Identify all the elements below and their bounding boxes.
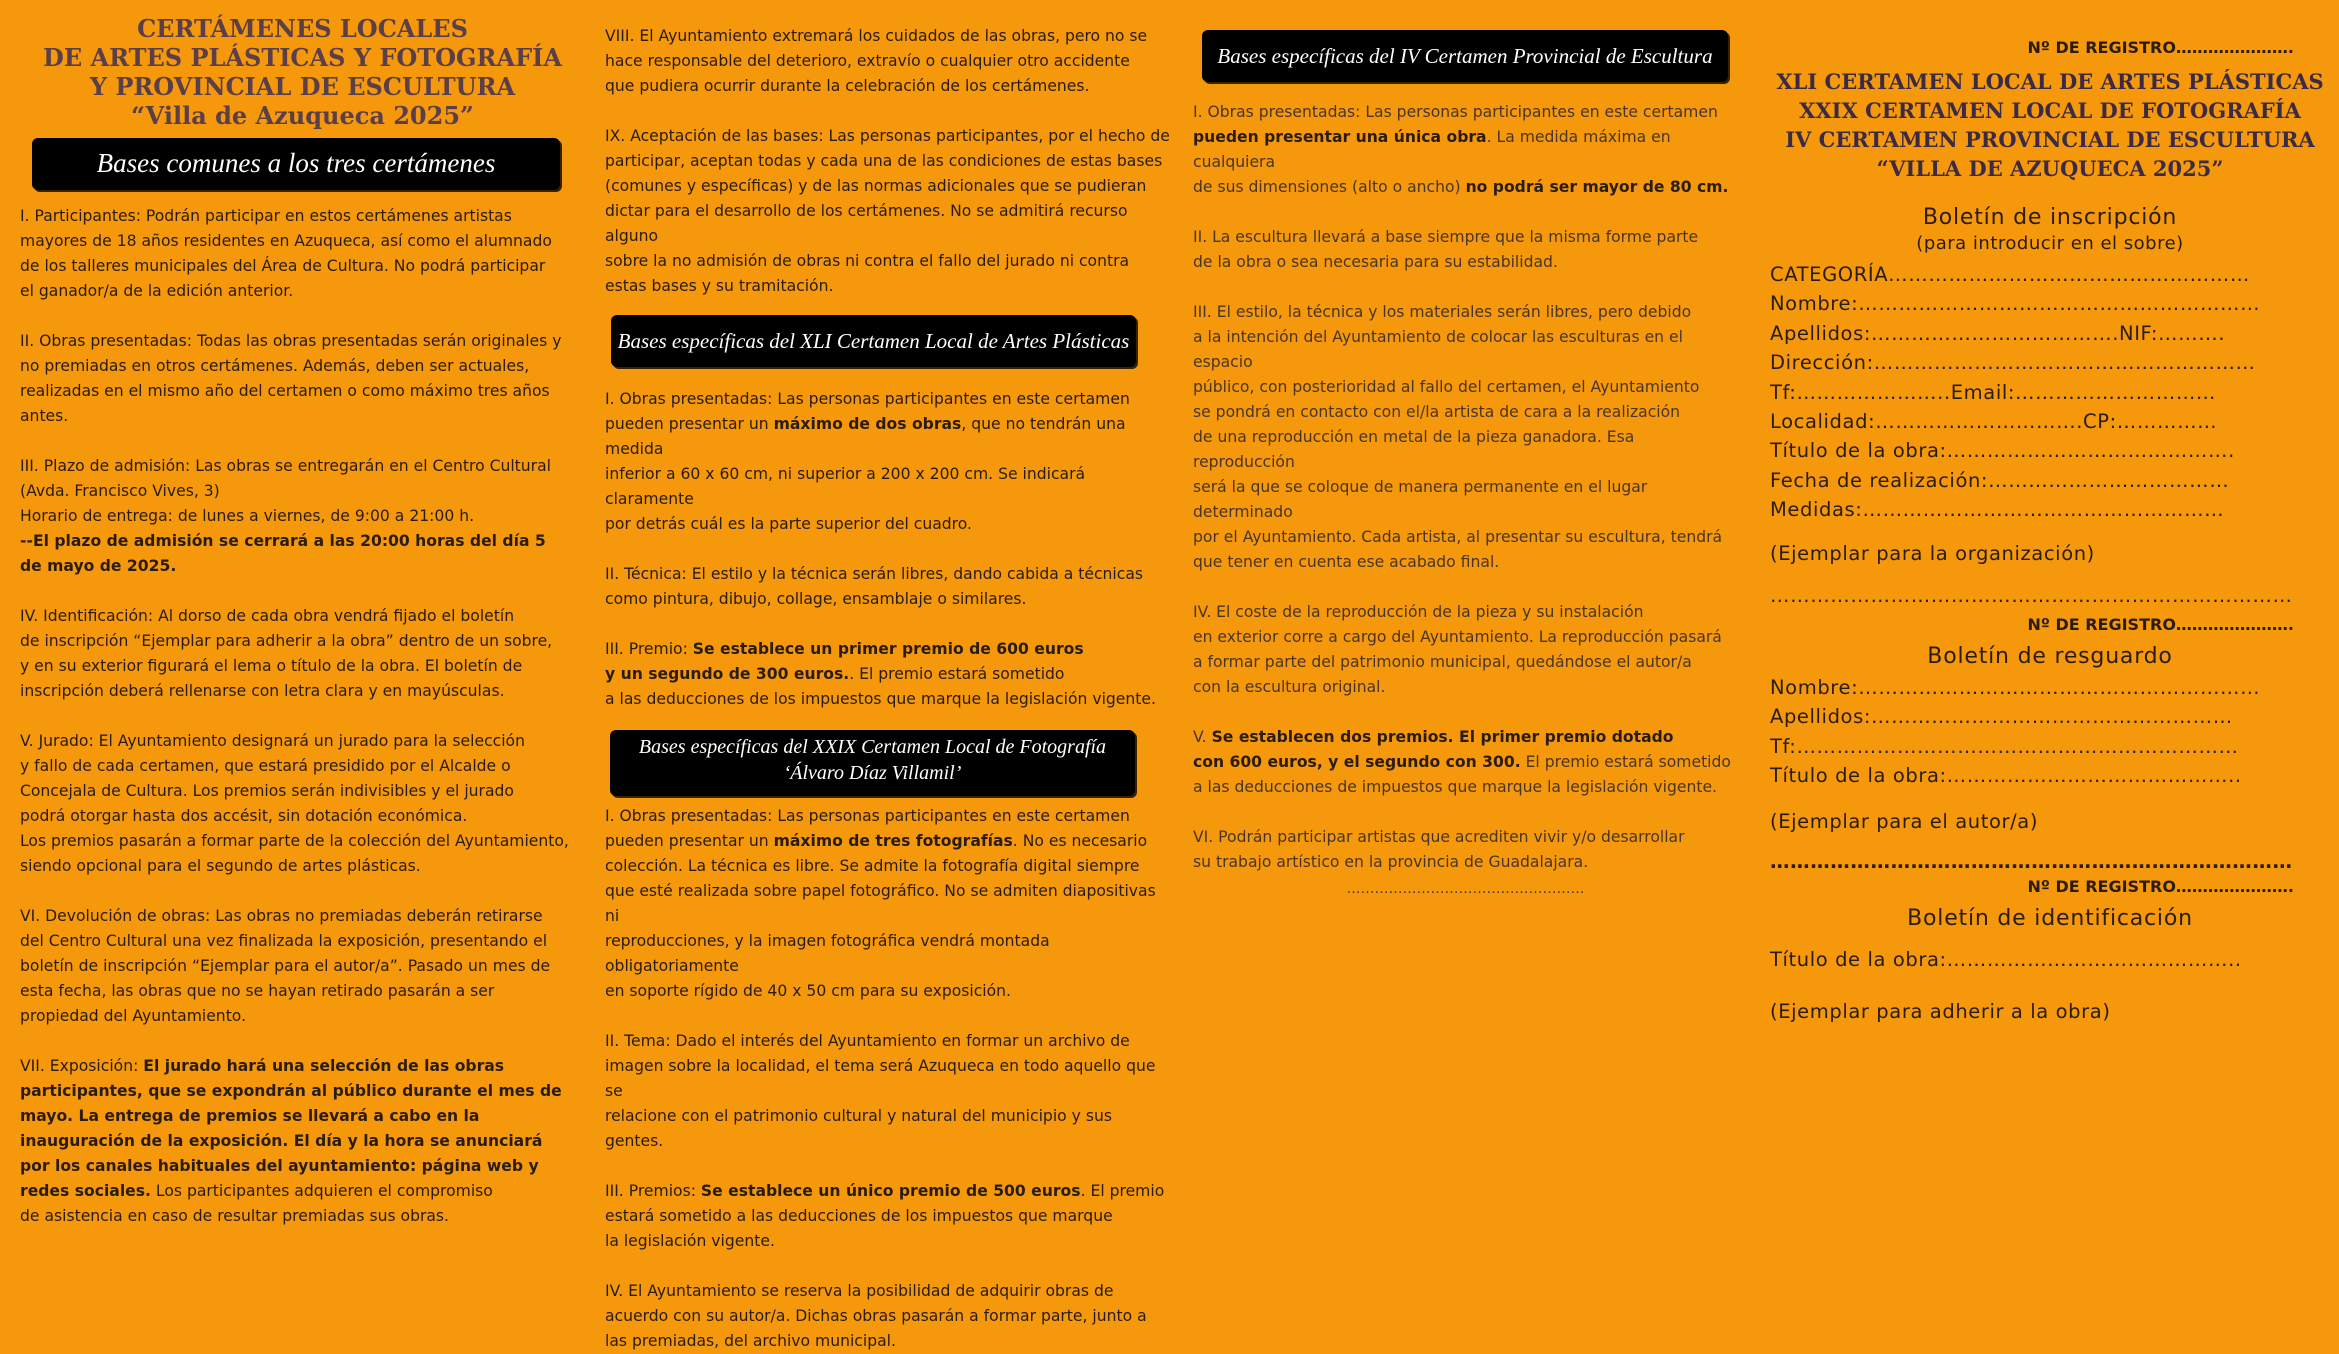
sculpture-end-dots: …………………………………………… (1346, 881, 1585, 897)
arts-bases-banner-text: Bases específicas del XLI Certamen Local de Artes Plásticas (617, 329, 1130, 353)
sculpture-prizes-tail: El premio estará sometido a las deducciones de impuestos que marque la legislación vigente. (1193, 753, 1731, 796)
common-works: II. Obras presentadas: Todas las obras presentadas serán originales y no premiadas en otros certámenes. Además, deben ser actuales, realizadas en el mismo año del certamen o como máximo tres años antes. (20, 332, 562, 425)
common-jury: V. Jurado: El Ayuntamiento designará un jurado para la selección y fallo de cada certamen, que estará presidido por el Alcalde o Concejala de Cultura. Los premios serán indivisibles y el jurado podrá otorgar hasta dos accésit, sin dotación económica. Los premios pasarán a formar parte de la colección del Ayuntamiento, siendo opcional para el segundo de artes plásticas. (20, 732, 569, 875)
sculpture-prizes-lead: V. (1193, 728, 1212, 746)
common-identification: IV. Identificación: Al dorso de cada obra vendrá fijado el boletín de inscripción “Ejemplar para adherir a la obra” dentro de un sobre, y en su exterior figurará el lema o título de la obra. El boletín de inscripción deberá rellenarse con letra clara y en mayúsculas. (20, 607, 553, 700)
field-category[interactable]: CATEGORÍA……………………………………………… (1770, 263, 2250, 286)
resguardo-fields (1770, 673, 2330, 791)
resguardo-work-title[interactable]: Título de la obra:…………………………………….. (1770, 764, 2242, 788)
sculpture-works-lead: I. Obras presentadas: Las personas participantes en este certamen (1193, 103, 1718, 121)
work-copy-label: (Ejemplar para adherir a la obra) (1770, 999, 2111, 1023)
forms-title-line-4: “VILLA DE AZUQUECA 2025” (1876, 156, 2224, 181)
arts-bases-banner (611, 315, 1136, 367)
registration-number-3: Nº DE REGISTRO…………………. (2027, 877, 2294, 897)
page-title (20, 14, 585, 130)
common-deadline: III. Plazo de admisión: Las obras se entregarán en el Centro Cultural (Avda. Francisco Vives, 3) Horario de entrega: de lunes a viernes, de 9:00 a 21:00 h. (20, 457, 551, 525)
common-bases-banner-text: Bases comunes a los tres certámenes (96, 148, 496, 178)
resguardo-surname[interactable]: Apellidos:……………………………………………… (1770, 705, 2233, 729)
common-bases-banner (32, 138, 560, 190)
arts-prize-bold: Se establece un primer premio de 600 euros y un segundo de 300 euros. (605, 640, 1084, 683)
photo-works (605, 804, 1170, 1004)
field-work-title[interactable]: Título de la obra:……………………………………. (1770, 439, 2235, 463)
sculpture-prizes (1193, 725, 1738, 800)
photo-works-bold: máximo de tres fotografías (773, 832, 1013, 850)
arts-prize (605, 637, 1170, 712)
column-forms (1770, 38, 2330, 1026)
sculpture-bases-banner (1202, 30, 1728, 82)
photo-bases-banner (610, 730, 1135, 796)
sculpture-works (1193, 100, 1738, 200)
sculpture-prizes-bold: Se establecen dos premios. El primer premio dotado con 600 euros, y el segundo con 300. (1193, 728, 1674, 771)
photo-theme: II. Tema: Dado el interés del Ayuntamiento en formar un archivo de imagen sobre la localidad, el tema será Azuqueca en todo aquello que se relacione con el patrimonio cultural y natural del municipio y sus gentes. (605, 1032, 1156, 1150)
cut-line-2: …………………………………………………………………… (1770, 850, 2293, 874)
sculpture-style: III. El estilo, la técnica y los materiales serán libres, pero debido a la intención del Ayuntamiento de colocar las esculturas en el espacio público, con posterioridad al fallo del certamen, el Ayuntamiento se pondrá en contacto con el/la artista de cara a la realización de una reproducción en metal de la pieza ganadora. Esa reproducción será la que se coloque de manera permanente en el lugar determinado por el Ayuntamiento. Cada artista, al presentar su escultura, tendrá que tener en cuenta ese acabado final. (1193, 303, 1723, 571)
organization-copy-label: (Ejemplar para la organización) (1770, 541, 2095, 565)
common-acceptance: IX. Aceptación de las bases: Las personas participantes, por el hecho de participar, aceptan todas y cada una de las condiciones de estas bases (comunes y específicas) y de las normas adicionales que se pudieran dictar para el desarrollo de los certámenes. No se admitirá recurso alguno sobre la no admisión de obras ni contra el fallo del jurado ni contra estas bases y su tramitación. (605, 127, 1170, 295)
identificacion-title: Boletín de identificación (1907, 906, 2193, 932)
sculpture-cost: IV. El coste de la reproducción de la pieza y su instalación en exterior corre a cargo del Ayuntamiento. La reproducción pasará a formar parte del patrimonio municipal, quedándose el autor/a con la escultura original. (1193, 603, 1722, 696)
forms-title-line-1: XLI CERTAMEN LOCAL DE ARTES PLÁSTICAS (1776, 69, 2324, 94)
registration-number-1: Nº DE REGISTRO…………………. (2027, 38, 2294, 57)
arts-works-tail: , que no tendrán una medida inferior a 60 x 60 cm, ni superior a 200 x 200 cm. Se indicará claramente por detrás cuál es la parte superior del cuadro. (605, 415, 1126, 533)
title-line-4: “Villa de Azuqueca 2025” (131, 101, 474, 130)
sculpture-works-bold-2: no podrá ser mayor de 80 cm. (1465, 178, 1729, 196)
photo-prize-tail: . El premio estará sometido a las deducciones de los impuestos que marque la legislación vigente. (605, 1182, 1165, 1250)
field-name[interactable]: Nombre:…………………………………………………… (1770, 292, 2261, 316)
arts-works-lead: I. Obras presentadas: Las personas participantes en este certamen pueden presentar un (605, 390, 1130, 433)
sculpture-works-bold: pueden presentar una única obra (1193, 128, 1487, 146)
photo-works-lead: I. Obras presentadas: Las personas participantes en este certamen pueden presentar un (605, 807, 1130, 850)
forms-title-line-2: XXIX CERTAMEN LOCAL DE FOTOGRAFÍA (1799, 98, 2301, 123)
sculpture-base: II. La escultura llevará a base siempre que la misma forme parte de la obra o sea necesaria para su estabilidad. (1193, 228, 1699, 271)
photo-banner-line-1: Bases específicas del XXIX Certamen Local de Fotografía (638, 736, 1107, 758)
exhibition-bold: El jurado hará una selección de las obras participantes, que se expondrán al público durante el mes de mayo. La entrega de premios se llevará a cabo en la inauguración de la exposición. El día y la hora se anunciará por los canales habituales del ayuntamiento: página web y redes sociales. (20, 1057, 562, 1200)
arts-prize-lead: III. Premio: (605, 640, 693, 658)
title-line-1: CERTÁMENES LOCALES (137, 14, 468, 43)
sculpture-bases-banner-text: Bases específicas del IV Certamen Provincial de Escultura (1217, 44, 1713, 68)
resguardo-name[interactable]: Nombre:…………………………………………………… (1770, 676, 2261, 700)
field-town-postcode[interactable]: Localidad:………………………….CP:…………… (1770, 410, 2218, 434)
field-address[interactable]: Dirección:………………………………………………… (1770, 351, 2256, 375)
field-measures[interactable]: Medidas:……………………………………………… (1770, 498, 2225, 522)
cut-line-1: …………………………………………………………………… (1770, 584, 2293, 608)
inscripcion-fields (1770, 260, 2330, 525)
arts-prize-tail: . El premio estará sometido a las deducciones de los impuestos que marque la legislación vigente. (605, 665, 1156, 708)
sculpture-eligibility: VI. Podrán participar artistas que acrediten vivir y/o desarrollar su trabajo artístico en la provincia de Guadalajara. (1193, 828, 1685, 871)
common-exhibition (20, 1054, 585, 1229)
author-copy-label: (Ejemplar para el autor/a) (1770, 809, 2039, 833)
common-deadline-close: --El plazo de admisión se cerrará a las 20:00 horas del día 5 de mayo de 2025. (20, 532, 546, 575)
photo-prize (605, 1179, 1170, 1254)
exhibition-tail: Los participantes adquieren el compromiso de asistencia en caso de resultar premiadas sus obras. (20, 1182, 493, 1225)
ident-work-title[interactable]: Título de la obra:…………………………………….. (1770, 948, 2242, 972)
forms-title-line-3: IV CERTAMEN PROVINCIAL DE ESCULTURA (1785, 127, 2315, 152)
field-phone-email[interactable]: Tf:…………………..Email:………………………… (1770, 380, 2217, 404)
photo-prize-bold: Se establece un único premio de 500 euros (700, 1182, 1081, 1200)
common-care: VIII. El Ayuntamiento extremará los cuidados de las obras, pero no se hace responsable del deterioro, extravío o cualquier otro accidente que pudiera ocurrir durante la celebración de los certámenes. (605, 27, 1148, 95)
title-line-3: Y PROVINCIAL DE ESCULTURA (89, 72, 516, 101)
title-line-2: DE ARTES PLÁSTICAS Y FOTOGRAFÍA (43, 43, 562, 72)
column-sculpture (1193, 30, 1738, 897)
field-surname-nif[interactable]: Apellidos:……………………………….NIF:………. (1770, 321, 2226, 345)
photo-banner-line-2: ‘Álvaro Díaz Villamil’ (783, 762, 962, 784)
column-common-bases (20, 0, 585, 1229)
common-participants: I. Participantes: Podrán participar en estos certámenes artistas mayores de 18 años residentes en Azuqueca, así como el alumnado de los talleres municipales del Área de Cultura. No podrá participar el ganador/a de la edición anterior. (20, 207, 552, 300)
field-date[interactable]: Fecha de realización:……………………………… (1770, 468, 2230, 492)
sculpture-works-mid: . La medida máxima en cualquiera de sus dimensiones (alto o ancho) (1193, 128, 1671, 196)
inscripcion-title: Boletín de inscripción (1922, 205, 2178, 230)
common-returns: VI. Devolución de obras: Las obras no premiadas deberán retirarse del Centro Cultural una vez finalizada la exposición, presentando el boletín de inscripción “Ejemplar para el autor/a”. Pasado un mes de esta fecha, las obras que no se hayan retirado pasarán a ser propiedad del Ayuntamiento. (20, 907, 551, 1025)
resguardo-phone[interactable]: Tf:………………………………………………………… (1770, 734, 2239, 758)
inscripcion-subtitle: (para introducir en el sobre) (1916, 233, 2184, 254)
column-arts-photo (605, 24, 1170, 1354)
arts-works-bold: máximo de dos obras (773, 415, 962, 433)
arts-technique: II. Técnica: El estilo y la técnica serán libres, dando cabida a técnicas como pintura, dibujo, collage, ensamblaje o similares. (605, 565, 1144, 608)
photo-acquisition: IV. El Ayuntamiento se reserva la posibilidad de adquirir obras de acuerdo con su autor/a. Dichas obras pasarán a formar parte, junto a las premiadas, del archivo municipal. (605, 1282, 1147, 1350)
exhibition-lead: VII. Exposición: (20, 1057, 144, 1075)
forms-title (1770, 67, 2330, 183)
arts-works (605, 387, 1170, 537)
resguardo-title: Boletín de resguardo (1927, 644, 2173, 670)
photo-works-tail: . No es necesario colección. La técnica es libre. Se admite la fotografía digital siempre que esté realizada sobre papel fotográfico. No se admiten diapositivas ni reproducciones, y la imagen fotográfica vendrá montada obligatoriamente en soporte rígido de 40 x 50 cm para su exposición. (605, 832, 1156, 1000)
registration-number-2: Nº DE REGISTRO…………………. (2027, 615, 2294, 635)
photo-prize-lead: III. Premios: (605, 1182, 701, 1200)
